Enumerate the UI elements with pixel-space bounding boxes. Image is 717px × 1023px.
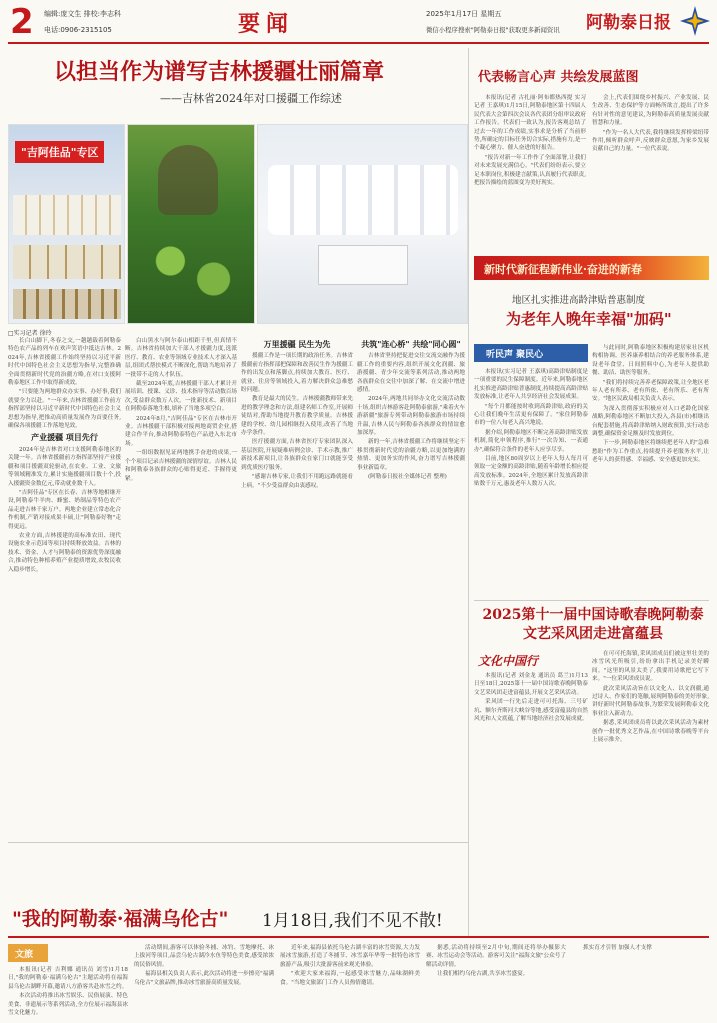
section-title: 要闻 [238,11,295,37]
right3-column-b [592,650,709,934]
paragraph: 本报讯(记者 刘金龙 通讯员 葛兰)1月13日至18日,2025第十一届中国诗歌春晚阿勒泰文艺采风团走进富蕴县,开展文艺采风活动。 [474,673,588,696]
paragraph: 2024年是吉林省对口支援阿勒泰地区的关键一年。吉林省援疆前方指挥部坚持产业援疆和项目援疆双轮驱动,在农业、工业、文旅等领域精准发力,累计实施援疆项目数十个,投入援疆资金数亿元,带动就业数千人。 [8,446,121,487]
badge-text: 听民声 聚民心 [486,350,544,360]
lead-byline: □实习记者 徐玲 [8,330,52,337]
lead-column-3 [241,337,353,841]
paragraph: "欢迎大家来福海,一起感受冰雪魅力,品味湖鲜美食。"当地文旅部门工作人员热情邀请。 [280,971,420,986]
page-header [0,0,717,48]
banner-text: 新时代新征程新伟业·奋进的新春 [484,263,642,276]
paragraph: 新的一年,吉林省援疆工作将继续坚定不移贯彻新时代党的治疆方略,以更加饱满的热情、更加务实的作风,奋力谱写吉林援疆事业新篇章。 [357,439,465,471]
paragraph: "报告对新一年工作作了全面部署,让我们对未来发展充满信心。"代表们纷纷表示,要立足本职岗位,积极建言献策,认真履行代表职责,把报告描绘的蓝图变为美好现实。 [474,154,586,187]
paragraph: 白山黑水与阿尔泰山相距千里,但真情不断。吉林省持续加大干部人才援疆力度,选派医疗、教育、农业等领域专业技术人才深入基层,组团式帮扶模式不断深化,帮助当地培养了一批带不走的人才队伍。 [125,338,237,378]
paragraph: 本次活动将推出冰雪娱乐、民俗展演、特色美食、非遗展示等系列活动,全方位展示福海县冰雪文化魅力。 [8,993,128,1017]
paragraph: 抓实育才引智 加强人才支撑 [583,945,652,951]
paragraph: 2024年8月,"吉阿佳品"专区在吉林市开业。吉林援疆干部积极对接两地商贸企业,搭建合作平台,推动阿勒泰特色产品进入东北市场。 [125,415,237,447]
paragraph: 吉林省坚持把促进交往交流交融作为援疆工作的重要内容,组织开展文化润疆、旅游援疆、青少年交流等系列活动,推动两地各族群众在交往中加深了解、在交流中增进感情。 [357,353,465,394]
paragraph: "我们将持续完善养老保障政策,让全地区老年人老有所养、老有所依、老有所乐、老有所安。"地区民政局相关负责人表示。 [592,379,709,403]
paragraph: 近年来,福海县依托乌伦古湖丰富的冰雪资源,大力发展冰雪旅游,打造了冬捕节、冰雪嘉年华等一批特色冰雪旅游产品,吸引大批游客前来观光体验。 [280,945,420,968]
logo-emblem-icon [679,5,711,37]
lead-column-2 [125,337,237,841]
paragraph: 为深入贯彻落实积极应对人口老龄化国家战略,阿勒泰地区不断加大投入,各县(市)相继出台配套措施,将高龄津贴纳入财政预算,实行动态调整,确保资金足额及时发放到位。 [592,405,709,438]
lead-column-1 [8,337,121,841]
photo-product-shelf [8,124,125,324]
paragraph: 2024年,两地共同举办文化交流活动数十场,组织吉林游客赴阿勒泰旅游,"乘着火车游新疆"旅游专列带动阿勒泰旅游市场持续升温,吉林人民与阿勒泰各族群众的情谊愈加深厚。 [357,396,465,437]
shelf-sign: "吉阿佳品"专区 [15,141,104,163]
paragraph: "作为一名人大代表,我将继续发挥桥梁纽带作用,倾听群众呼声,反映群众意愿,为家乡发展贡献自己的力量。"一位代表说。 [592,129,709,153]
phone-line: 电话:0906-2315105 [44,26,112,34]
paragraph: 农业方面,吉林援建的高标准农田、现代设施农业示范园等项目持续释放效益。吉林的技术、资金、人才与阿勒泰的资源优势深度融合,推动特色种植养殖产业提质增效,农牧民收入稳步增长。 [8,532,121,573]
paragraph: 教育是最大的民生。吉林援疆教师带来先进的教学理念和方法,组建名师工作室,开展师徒结对,帮助当地提升教育教学质量。吉林援建的学校、幼儿园相继投入使用,改善了当地办学条件。 [241,396,353,437]
listen-badge [474,344,588,362]
paragraph: 在可可托海镇,采风团成员们被这里壮美的冰雪风光所吸引,纷纷拿出手机记录美好瞬间。"这里的风景太美了,我要用诗歌把它写下来。"一位采风团成员说。 [592,651,709,683]
footer-column-c [280,944,420,1020]
new-era-banner [474,256,709,280]
right2-column-a [474,368,588,594]
footer-column-d [426,944,566,1020]
right3-headline-text: 2025第十一届中国诗歌春晚阿勒泰文艺采风团走进富蕴县 [482,607,704,642]
paragraph: "吉阿佳品"专区在长春、吉林等地相继开设,阿勒泰牛羊肉、蜂蜜、奶制品等特色农产品走进吉林千家万户。两地企业建立常态化合作机制,产销对接成果丰硕,让"阿勒泰好物"走得更远。 [8,489,121,530]
section-head-livelihood: 万里援疆 民生为先 [263,340,331,349]
right1-column-b [592,94,709,250]
badge-text: 文旅 [15,950,34,960]
editor-line: 编辑:庞文生 排校:李志科 [44,10,121,18]
paragraph: (阿勒泰日报社全媒体记者 整理) [368,474,447,481]
footer-tail: 1月18日,我们不见不散! [262,911,443,931]
lead-headline: 以担当作为谱写吉林援疆壮丽篇章 [54,59,385,85]
paragraph: 据介绍,阿勒泰地区不断完善高龄津贴发放机制,简化申领程序,推行"一次告知、一表通办",确保符合条件的老年人应享尽享。 [474,429,588,453]
footer-column-b [134,944,274,1020]
paragraph: 福海县相关负责人表示,此次活动将进一步擦亮"福满乌伦古"文旅品牌,推动冰雪旅游高质量发展。 [134,971,274,986]
paragraph: 援疆工作是一项长期的政治任务。吉林省援疆前方指挥部把保障和改善民生作为援疆工作的出发点和落脚点,持续加大教育、医疗、就业、住房等领域投入,着力解决群众急难愁盼问题。 [241,353,353,394]
right1-column-a [474,94,586,250]
right2-headline: 为老年人晚年幸福"加码" [506,310,672,328]
date-line: 2025年1月17日 星期五 [426,10,502,18]
paragraph: 让我们相约乌伦古湖,共享冰雪盛宴。 [437,971,529,978]
paragraph: 本报讯(记者 吉利娜 通讯员 刘雪)1月18日,"我的阿勒泰·福满乌伦古"主题活动将在福海县乌伦古湖畔开幕,邀请八方游客共赴冰雪之约。 [8,967,128,990]
newspaper-logo: 阿勒泰日报 [586,13,671,33]
paragraph: 下一步,阿勒泰地区将继续把老年人的"急难愁盼"作为工作重点,持续提升养老服务水平,让老年人的获得感、幸福感、安全感更加充实。 [592,440,709,464]
footer-headline: "我的阿勒泰·福满乌伦古" [12,908,229,930]
paragraph: 截至2024年底,吉林援疆干部人才累计开展培训、授课、义诊、技术指导等活动数百场次,受益群众数万人次。一批新技术、新项目在阿勒泰落地生根,填补了当地多项空白。 [125,381,237,413]
photo-tea-field [127,124,255,324]
lead-subhead: ——吉林省2024年对口援疆工作综述 [160,92,342,105]
lead-column-4 [357,337,465,841]
paragraph: 会上,代表们围绕乡村振兴、产业发展、民生改善、生态保护等方面畅所欲言,提出了许多有针对性的意见建议,为阿勒泰高质量发展贡献智慧和力量。 [592,95,709,127]
page-number: 2 [10,2,34,42]
right2-kicker: 地区扎实推进高龄津贴普惠制度 [512,295,646,306]
paragraph: 本报讯(记者 古扎丽·阿布都热西提 实习记者 王嘉琪)1月15日,阿勒泰地区第十四届人民代表大会第四次会议各代表团分组审议政府工作报告。代表们一致认为,报告客观总结了过去一年的工作成绩,实事求是分析了当前形势,所确定的目标任务切合实际,措施有力,是一个凝心聚力、催人奋进的好报告。 [474,95,586,152]
paragraph: 目前,地区80周岁以上老年人每人每月可领取一定金额的高龄津贴,随着年龄增长相应提高发放标准。2024年,全地区累计发放高龄津贴数千万元,惠及老年人数万人次。 [474,456,588,488]
paragraph: 据悉,活动将持续至2月中旬,期间还将举办摄影大赛、冰雪运动会等活动。游客可关注"福海文旅"公众号了解活动详情。 [426,945,566,968]
paragraph: 与此同时,阿勒泰地区积极构建居家社区机构相协调、医养康养相结合的养老服务体系,建设老年食堂、日间照料中心,为老年人提供助餐、助洁、助医等服务。 [592,345,709,377]
wechat-line: 微信小程序搜索"阿勒泰日报"获取更多新闻资讯 [426,26,560,34]
footer-column-e [572,944,709,1020]
paragraph: 活动期间,游客可以体验冬捕、冰钓、雪地摩托、冰上拔河等项目,品尝乌伦古湖冷水鱼等特色美食,感受浓浓的民俗风情。 [134,945,274,968]
paragraph: "每个月都能按时收到高龄津贴,政府的关心让我们晚年生活更有保障了。"家住阿勒泰市的一位八旬老人高兴地说。 [474,403,588,427]
culture-logo: 文化中国行 [478,654,539,668]
paragraph: 医疗援疆方面,吉林省医疗专家团队深入基层医院,开展疑难病例会诊、手术示教,推广新技术新项目,让各族群众在家门口就能享受到优质医疗服务。 [241,439,353,471]
right-headline-congress: 代表畅言心声 共绘发展蓝图 [478,70,639,85]
paragraph: 长白山脚下,冬春之交,一趟趟载着阿勒泰特色农产品的列车在欢声笑语中抵达吉林。2024年,吉林省援疆工作始终坚持以习近平新时代中国特色社会主义思想为指导,完整准确全面贯彻新时代党的治疆方略,在对口支援阿勒泰地区工作中取得新成效。 [8,338,121,387]
paragraph: 采风团一行先后走进可可托海、三号矿坑、额尔齐斯河大峡谷等地,感受富蕴县的自然风光和人文底蕴,了解当地经济社会发展成就。 [474,699,588,723]
paragraph: 一组组数据见证两地携手奋进的成果,一个个项目记录吉林援疆的深情厚谊。吉林人民和阿勒泰各族群众的心贴得更近、手握得更紧。 [125,450,237,482]
paragraph: "只要能为两地群众办实事、办好事,我们就要全力以赴。"一年来,吉林省援疆工作前方指挥部坚持以习近平新时代中国特色社会主义思想为指导,把推动高质量发展作为首要任务,确保各项援疆工作落地见效。 [8,389,121,430]
right2-column-b [592,344,709,594]
section-head-bridge: 共筑"连心桥" 共绘"同心圆" [361,340,461,349]
footer-column-a [8,966,128,1020]
paragraph: "感谢吉林专家,让我们不用跑远路就能看上病。"不少受益群众由衷感叹。 [241,474,353,489]
right3-headline [480,606,706,644]
photo-medical-team [257,124,468,324]
section-head-industry: 产业援疆 项目先行 [31,433,98,443]
paragraph: 此次采风活动旨在以文化人、以文润疆,通过诗人、作家们的笔触,展现阿勒泰的美好形象,讲好新时代阿勒泰故事,为繁荣发展阿勒泰文化事业注入新动力。 [592,685,709,717]
right3-column-a [474,672,588,934]
paragraph: 据悉,采风团成员将以此次采风活动为素材创作一批优秀文艺作品,在中国诗歌春晚等平台上展示推介。 [592,720,709,744]
footer-badge [8,944,48,962]
paragraph: 本报讯(实习记者 王嘉琪)高龄津贴制度是一项重要的民生保障制度。近年来,阿勒泰地区扎实推进高龄津贴普惠制度,持续提高高龄津贴发放标准,让老年人共享经济社会发展成果。 [474,369,588,401]
